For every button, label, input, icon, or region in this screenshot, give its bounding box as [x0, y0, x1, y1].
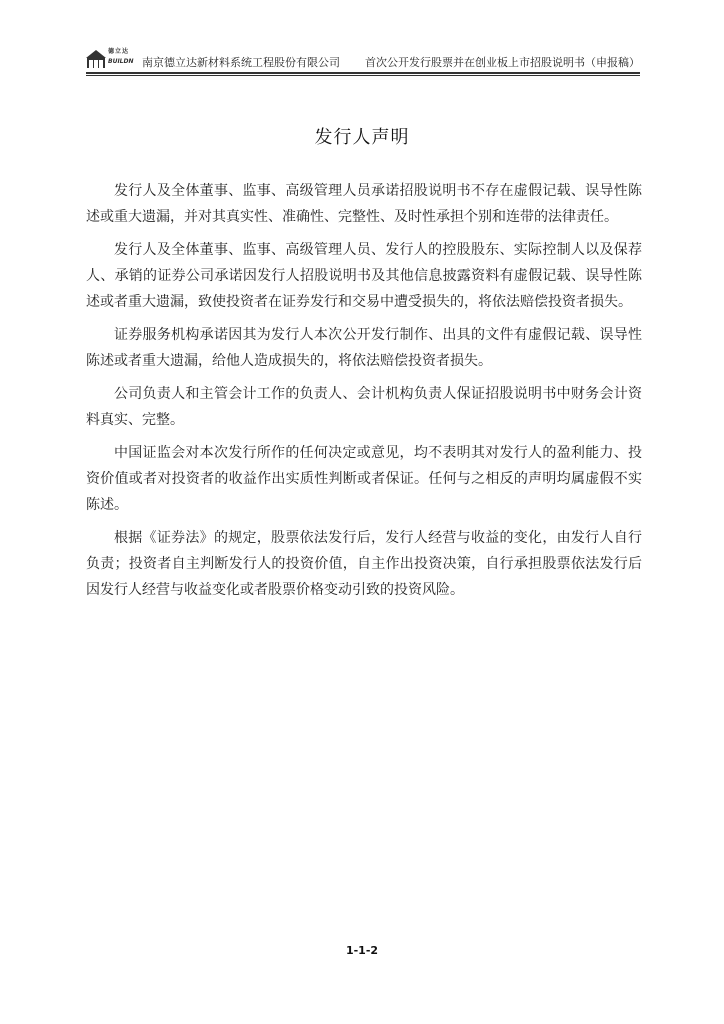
logo-english-text: BUILDN [108, 58, 134, 65]
document-title: 首次公开发行股票并在创业板上市招股说明书（申报稿） [365, 56, 640, 69]
header-divider-thin [86, 75, 640, 76]
page-header [86, 44, 640, 76]
company-logo [86, 48, 142, 68]
paragraph: 发行人及全体董事、监事、高级管理人员承诺招股说明书不存在虚假记载、误导性陈述或重大遗漏，并对其真实性、准确性、完整性、及时性承担个别和连带的法律责任。 [86, 183, 642, 225]
logo-chinese-text: 德立达 [108, 48, 130, 55]
paragraph: 中国证监会对本次发行所作的任何决定或意见，均不表明其对发行人的盈利能力、投资价值或者对投资者的收益作出实质性判断或者保证。任何与之相反的声明均属虚假不实陈述。 [86, 445, 642, 513]
paragraph: 证券服务机构承诺因其为发行人本次公开发行制作、出具的文件有虚假记载、误导性陈述或者重大遗漏，给他人造成损失的，将依法赔偿投资者损失。 [86, 327, 642, 369]
company-name: 南京德立达新材料系统工程股份有限公司 [142, 56, 340, 69]
statement-body [86, 178, 642, 610]
paragraph: 发行人及全体董事、监事、高级管理人员、发行人的控股股东、实际控制人以及保荐人、承销的证券公司承诺因发行人招股说明书及其他信息披露资料有虚假记载、误导性陈述或者重大遗漏，致使投资者在证券发行和交易中遭受损失的，将依法赔偿投资者损失。 [86, 242, 642, 310]
paragraph: 公司负责人和主管会计工作的负责人、会计机构负责人保证招股说明书中财务会计资料真实、完整。 [86, 386, 642, 428]
paragraph: 根据《证券法》的规定，股票依法发行后，发行人经营与收益的变化，由发行人自行负责；投资者自主判断发行人的投资价值，自主作出投资决策，自行承担股票依法发行后因发行人经营与收益变化或者股票价格变动引致的投资风险。 [86, 530, 642, 598]
page-number: 1-1-2 [345, 944, 379, 957]
page-title: 发行人声明 [314, 127, 410, 148]
header-divider [86, 72, 640, 74]
house-logo-icon [86, 50, 106, 68]
